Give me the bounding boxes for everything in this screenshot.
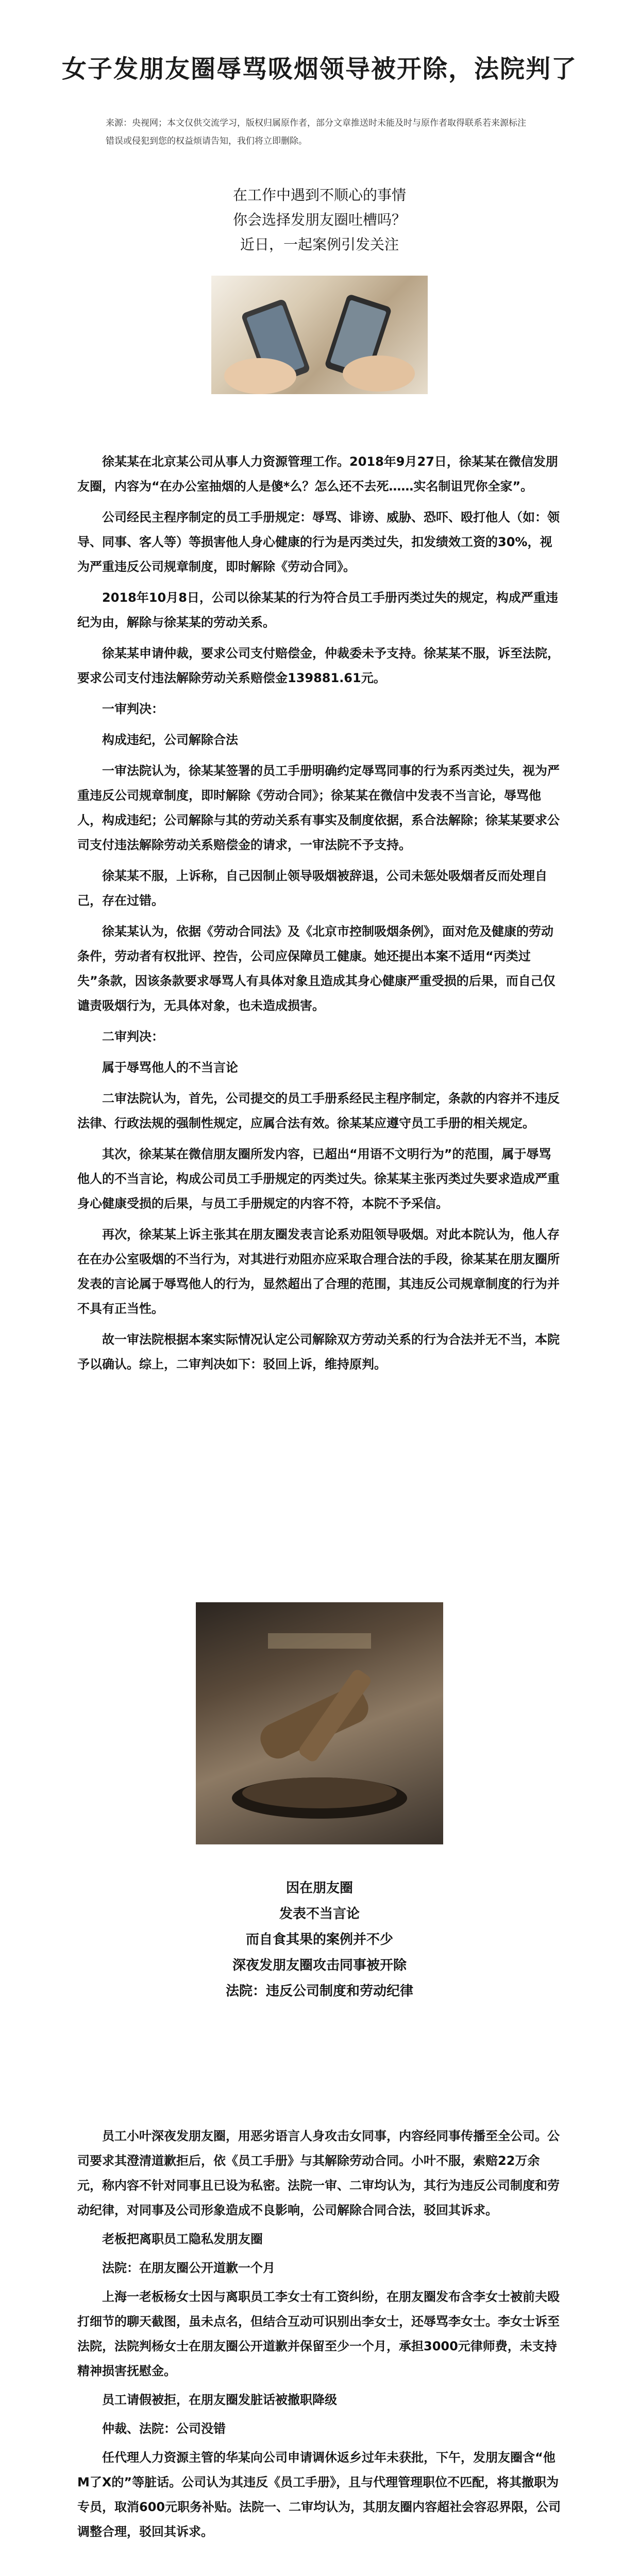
paragraph: 公司经民主程序制定的员工手册规定：辱骂、诽谤、威胁、恐吓、殴打他人（如：领导、同事、客人等）等损害他人身心健康的行为是丙类过失，扣发绩效工资的30%，视为严重违反公司规章制度，即时解除《劳动合同》。	[77, 510, 560, 574]
section-heading: 二审判决：	[102, 1029, 164, 1044]
transition-line: 发表不当言论	[279, 1906, 360, 1922]
case-heading: 员工请假被拒，在朋友圈发脏话被撤职降级	[102, 2393, 337, 2407]
transition-line: 法院：违反公司制度和劳动纪律	[225, 1984, 413, 1999]
case-subheading: 仲裁、法院：公司没错	[102, 2421, 226, 2436]
intro-line: 你会选择发朋友圈吐槽吗？	[232, 211, 406, 228]
phones-photo	[211, 276, 428, 394]
article-body-1	[77, 449, 562, 1383]
intro-line: 在工作中遇到不顺心的事情	[232, 187, 406, 204]
paragraph: 再次，徐某某上诉主张其在朋友圈发表言论系劝阻领导吸烟。对此本院认为，他人存在在办公室吸烟的不当行为，对其进行劝阻亦应采取合理合法的手段，徐某某在朋友圈所发表的言论属于辱骂他人的行为，显然超出了合理的范围，其违反公司规章制度的行为并不具有正当性。	[77, 1227, 560, 1316]
transition-line: 深夜发朋友圈攻击同事被开除	[232, 1958, 407, 1973]
transition-line: 因在朋友圈	[285, 1880, 353, 1896]
paragraph: 其次，徐某某在微信朋友圈所发内容，已超出“用语不文明行为”的范围，属于辱骂他人的不当言论，构成公司员工手册规定的丙类过失。徐某某主张丙类过失要求造成严重身心健康受损的后果，与员工手册规定的内容不符，本院不予采信。	[77, 1147, 560, 1211]
transition-line: 而自食其果的案例并不少	[245, 1932, 393, 1947]
transition-block	[0, 1875, 639, 2004]
intro-line: 近日，一起案例引发关注	[240, 236, 399, 253]
source-note: 来源：央视网；本文仅供交流学习，版权归属原作者，部分文章推送时未能及时与原作者取得联系若来源标注错误或侵犯到您的权益烦请告知，我们将立即删除。	[106, 118, 526, 146]
paragraph: 二审法院认为，首先，公司提交的员工手册系经民主程序制定，条款的内容并不违反法律、行政法规的强制性规定，应属合法有效。徐某某应遵守员工手册的相关规定。	[77, 1091, 560, 1130]
paragraph: 徐某某在北京某公司从事人力资源管理工作。2018年9月27日，徐某某在微信发朋友圈，内容为“在办公室抽烟的人是傻*么？怎么还不去死……实名制诅咒你全家”。	[77, 454, 558, 494]
case-heading: 老板把离职员工隐私发朋友圈	[102, 2232, 263, 2246]
paragraph: 徐某某不服，上诉称，自己因制止领导吸烟被辞退，公司未惩处吸烟者反而处理自己，存在过错。	[77, 869, 547, 908]
section-subheading: 属于辱骂他人的不当言论	[102, 1060, 238, 1075]
gavel-photo	[196, 1602, 443, 1844]
paragraph: 徐某某认为，依据《劳动合同法》及《北京市控制吸烟条例》，面对危及健康的劳动条件，劳动者有权批评、控告，公司应保障员工健康。她还提出本案不适用“丙类过失”条款，因该条款要求辱骂人有具体对象且造成其身心健康严重受损的后果，而自己仅谴责吸烟行为，无具体对象，也未造成损害。	[77, 924, 556, 1013]
paragraph: 徐某某申请仲裁，要求公司支付赔偿金，仲裁委未予支持。徐某某不服，诉至法院，要求公司支付违法解除劳动关系赔偿金139881.61元。	[77, 646, 560, 685]
paragraph: 上海一老板杨女士因与离职员工李女士有工资纠纷，在朋友圈发布含李女士被前夫殴打细节的聊天截图，虽未点名，但结合互动可识别出李女士，还辱骂李女士。李女士诉至法院，法院判杨女士在朋友圈公开道歉并保留至少一个月，承担3000元律师费，未支持精神损害抚慰金。	[77, 2290, 560, 2378]
section-subheading: 构成违纪，公司解除合法	[102, 733, 238, 747]
section-heading: 一审判决：	[102, 702, 164, 716]
paragraph: 故一审法院根据本案实际情况认定公司解除双方劳动关系的行为合法并无不当，本院予以确认。综上，二审判决如下：驳回上诉，维持原判。	[77, 1332, 560, 1371]
article-title: 女子发朋友圈辱骂吸烟领导被开除，法院判了	[61, 55, 577, 83]
paragraph: 任代理人力资源主管的华某向公司申请调休返乡过年未获批，下午，发朋友圈含“他M了X的”等脏话。公司认为其违反《员工手册》，且与代理管理职位不匹配，将其撤职为专员，取消600元职务补贴。法院一、二审均认为，其朋友圈内容超社会容忍界限，公司调整合理，驳回其诉求。	[77, 2450, 561, 2539]
paragraph: 员工小叶深夜发朋友圈，用恶劣语言人身攻击女同事，内容经同事传播至全公司。公司要求其澄清道歉拒后，依《员工手册》与其解除劳动合同。小叶不服，索赔22万余元，称内容不针对同事且已设为私密。法院一审、二审均认为，其行为违反公司制度和劳动纪律，对同事及公司形象造成不良影响，公司解除合同合法，驳回其诉求。	[77, 2129, 560, 2217]
article-body-2	[77, 2124, 562, 2548]
paragraph: 2018年10月8日，公司以徐某某的行为符合员工手册丙类过失的规定，构成严重违纪为由，解除与徐某某的劳动关系。	[77, 590, 558, 630]
paragraph: 一审法院认为，徐某某签署的员工手册明确约定辱骂同事的行为系丙类过失，视为严重违反公司规章制度，即时解除《劳动合同》；徐某某在微信中发表不当言论，辱骂他人，构成违纪；公司解除与其的劳动关系有事实及制度依据，系合法解除；徐某某要求公司支付违法解除劳动关系赔偿金的请求，一审法院不予支持。	[77, 764, 560, 852]
intro-block	[0, 183, 639, 257]
case-subheading: 法院：在朋友圈公开道歉一个月	[102, 2261, 275, 2275]
